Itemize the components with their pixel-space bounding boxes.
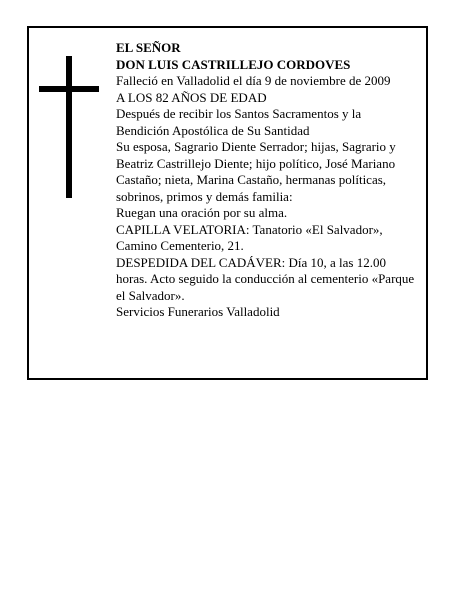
family-line: sobrinos, primos y demás familia:: [116, 188, 293, 204]
farewell-line: horas. Acto seguido la conducción al cementerio «Parque: [116, 271, 415, 286]
cross-vertical-bar: [66, 56, 72, 198]
heading-name: DON LUIS CASTRILLEJO CORDOVES: [116, 56, 351, 72]
age-statement: A LOS 82 AÑOS DE EDAD: [116, 89, 267, 105]
prayer-request: Ruegan una oración por su alma.: [116, 205, 288, 220]
family-line: Beatriz Castrillejo Diente; hijo político, José Mariano: [116, 155, 396, 171]
family-line: Castaño; nieta, Marina Castaño, hermanas políticas,: [116, 172, 387, 187]
cross-horizontal-bar: [39, 86, 99, 92]
sacraments-line: Después de recibir los Santos Sacramentos y la: [116, 106, 362, 121]
cross-icon: [39, 56, 99, 198]
death-statement: Falleció en Valladolid el día 9 de noviembre de 2009: [116, 73, 391, 88]
obituary-notice: [27, 26, 428, 380]
farewell-line: el Salvador».: [116, 287, 185, 303]
sacraments-line: Bendición Apostólica de Su Santidad: [116, 122, 310, 138]
family-line: Su esposa, Sagrario Diente Serrador; hijas, Sagrario y: [116, 139, 396, 154]
heading-title: EL SEÑOR: [116, 40, 181, 55]
obituary-text: [116, 40, 428, 321]
chapel-line: Camino Cementerio, 21.: [116, 238, 244, 253]
farewell-line: DESPEDIDA DEL CADÁVER: Día 10, a las 12.00: [116, 254, 386, 270]
funeral-services: Servicios Funerarios Valladolid: [116, 304, 280, 319]
chapel-line: CAPILLA VELATORIA: Tanatorio «El Salvador»,: [116, 221, 383, 237]
